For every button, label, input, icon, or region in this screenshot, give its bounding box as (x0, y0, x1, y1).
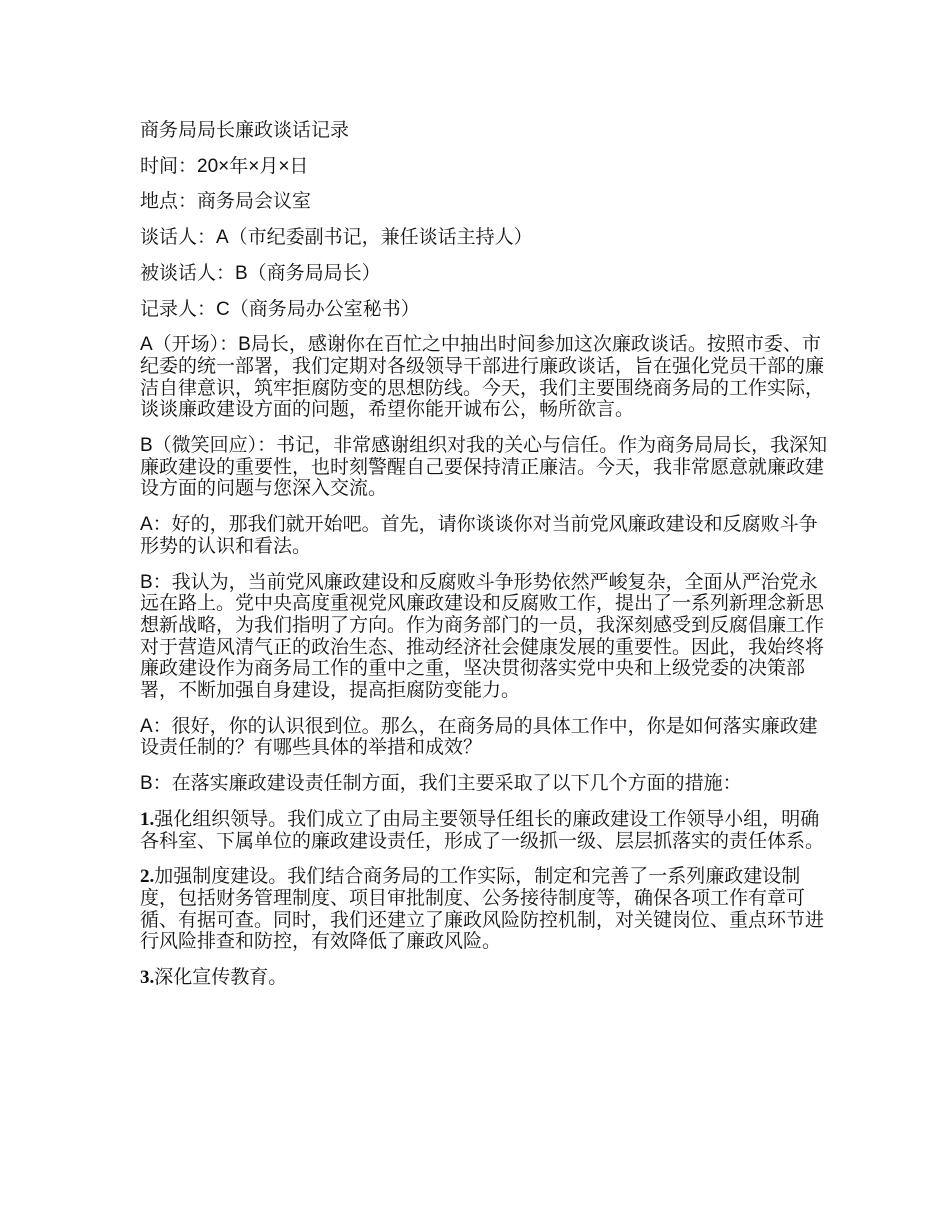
dialogue-b-response: B（微笑回应）：书记，非常感谢组织对我的关心与信任。作为商务局局长，我深知廉政建设的重要性，也时刻警醒自己要保持清正廉洁。今天，我非常愿意就廉政建设方面的问题与您深入交流。 (140, 435, 828, 500)
dialogue-b-answer-2: B：在落实廉政建设责任制方面，我们主要采取了以下几个方面的措施： (140, 773, 742, 795)
measure-item-3 (140, 967, 832, 989)
measure-3-number: 3. (140, 967, 155, 989)
dialogue-a-question-2: A：很好，你的认识很到位。那么，在商务局的具体工作中，你是如何落实廉政建设责任制的？有哪些具体的举措和成效？ (140, 715, 818, 759)
measure-1-number: 1. (140, 808, 155, 830)
dialogue-a-question-1: A：好的，那我们就开始吧。首先，请你谈谈你对当前党风廉政建设和反腐败斗争形势的认识和看法。 (140, 514, 818, 557)
dialogue-b-answer-1: B：我认为，当前党风廉政建设和反腐败斗争形势依然严峻复杂，全面从严治党永远在路上。党中央高度重视党风廉政建设和反腐败工作，提出了一系列新理念新思想新战略，为我们指明了方向。作为商务部门的一员，我深刻感受到反腐倡廉工作对于营造风清气正的政治生态、推动经济社会健康发展的重要性。因此，我始终将廉政建设作为商务局工作的重中之重，坚决贯彻落实党中央和上级党委的决策部署，不断加强自身建设，提高拒腐防变能力。 (140, 571, 825, 702)
doc-title: 商务局局长廉政谈话记录 (140, 120, 350, 141)
measure-1-text: 强化组织领导。我们成立了由局主要领导任组长的廉政建设工作领导小组，明确各科室、下属单位的廉政建设责任，形成了一级抓一级、层层抓落实的责任体系。 (140, 808, 825, 852)
measure-item-1 (140, 809, 832, 852)
measure-2-number: 2. (140, 866, 155, 888)
meta-line-recorder: 记录人：C（商务局办公室秘书） (140, 298, 420, 320)
meta-line-location: 地点：商务局会议室 (140, 191, 312, 213)
meta-line-interviewer: 谈话人：A（市纪委副书记，兼任谈话主持人） (140, 227, 533, 249)
measure-2-text: 加强制度建设。我们结合商务局的工作实际，制定和完善了一系列廉政建设制度，包括财务管理制度、项目审批制度、公务接待制度等，确保各项工作有章可循、有据可查。同时，我们还建立了廉政风险防控机制，对关键岗位、重点环节进行风险排查和防控，有效降低了廉政风险。 (140, 866, 825, 953)
measure-item-2 (140, 866, 832, 953)
dialogue-a-opening: A（开场）：B局长，感谢你在百忙之中抽出时间参加这次廉政谈话。按照市委、市纪委的统一部署，我们定期对各级领导干部进行廉政谈话，旨在强化党员干部的廉洁自律意识，筑牢拒腐防变的思想防线。今天，我们主要围绕商务局的工作实际，谈谈廉政建设方面的问题，希望你能开诚布公，畅所欲言。 (140, 334, 825, 421)
meta-line-time: 时间：20×年×月×日 (140, 155, 309, 177)
meta-line-interviewee: 被谈话人：B（商务局局长） (140, 262, 381, 284)
measure-3-text: 深化宣传教育。 (154, 967, 288, 989)
